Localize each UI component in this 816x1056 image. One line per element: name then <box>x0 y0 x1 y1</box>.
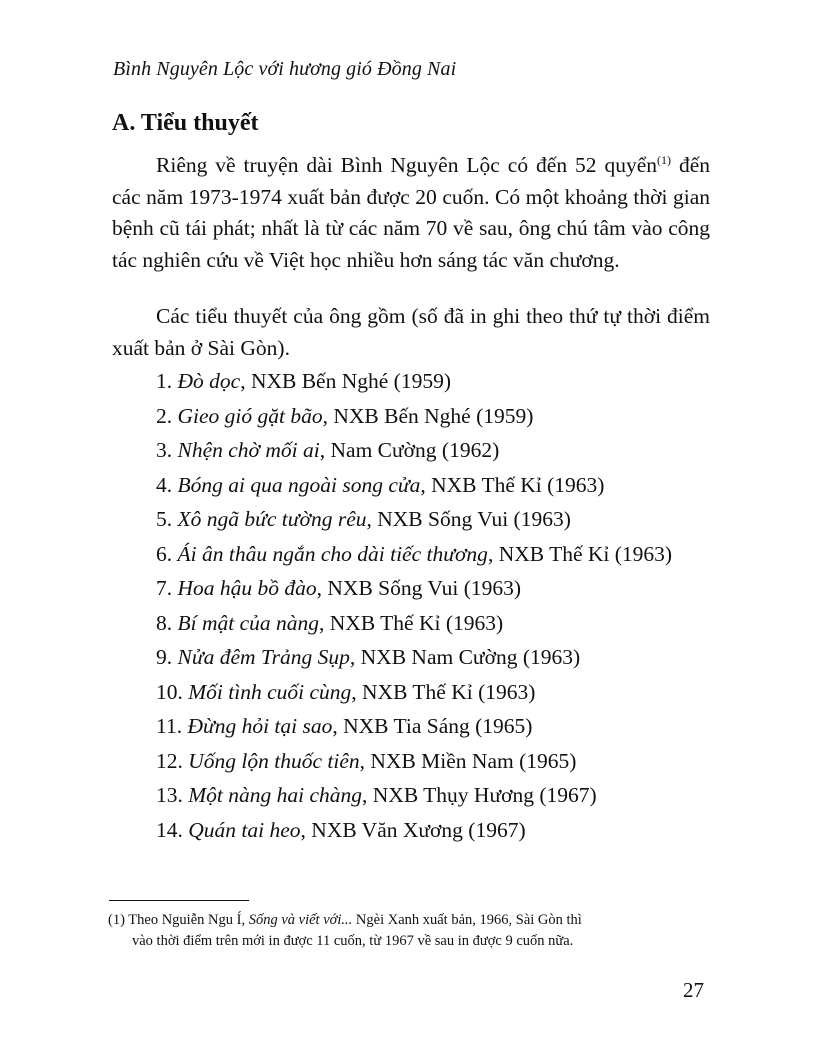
book-details: , NXB Bến Nghé (1959) <box>322 403 534 428</box>
footnote-text-a: Theo Nguiễn Ngu Í, <box>124 912 249 928</box>
book-details: , NXB Tia Sáng (1965) <box>332 714 533 738</box>
book-title: Nhện chờ mối ai <box>177 438 320 462</box>
book-title: Đò dọc <box>177 369 241 393</box>
item-number: 6. <box>156 541 173 566</box>
footnote-cited-title: Sống và viết với... <box>248 912 353 928</box>
book-title: Một nàng hai chàng <box>188 783 363 807</box>
book-title: Ái ân thâu ngắn cho dài tiếc thương <box>177 541 488 566</box>
book-details: , NXB Sống Vui (1963) <box>366 507 571 531</box>
book-title: Bí mật của nàng <box>177 610 320 635</box>
book-title: Gieo gió gặt bão <box>177 403 323 428</box>
list-item <box>112 813 710 848</box>
novel-list <box>112 364 710 847</box>
book-details: , NXB Bến Nghé (1959) <box>240 369 451 393</box>
footnote-text-b: Ngèi Xanh xuất bản, 1966, Sài Gòn thì <box>352 912 582 928</box>
list-item <box>112 640 710 675</box>
item-number: 8. <box>156 610 173 635</box>
footnote <box>108 910 718 952</box>
item-number: 7. <box>156 576 173 600</box>
book-details: , NXB Nam Cường (1963) <box>349 645 581 669</box>
list-item <box>112 744 710 779</box>
book-title: Nửa đêm Trảng Sụp <box>177 645 350 669</box>
page-number: 27 <box>683 978 704 1002</box>
footnote-text-line2: vào thời điểm trên mới in được 11 cuốn, từ 1967 về sau in được 9 cuốn nữa. <box>132 933 574 949</box>
book-details: , NXB Thế Kỉ (1963) <box>487 541 673 566</box>
item-number: 12. <box>156 748 183 773</box>
book-details: , Nam Cường (1962) <box>319 438 500 462</box>
book-details: , NXB Sống Vui (1963) <box>316 576 522 600</box>
book-details: , NXB Thụy Hương (1967) <box>362 783 597 807</box>
list-item <box>112 571 710 606</box>
book-title: Mối tình cuối cùng <box>188 679 352 704</box>
list-item <box>112 606 710 641</box>
list-item <box>112 778 710 813</box>
book-title: Đừng hỏi tại sao <box>187 714 333 738</box>
book-details: , NXB Miền Nam (1965) <box>359 748 577 773</box>
item-number: 2. <box>156 403 173 428</box>
book-details: , NXB Thế Kỉ (1963) <box>351 679 536 704</box>
item-number: 3. <box>156 438 173 462</box>
item-number: 9. <box>156 645 173 669</box>
paragraph-intro-text-b: đến các năm 1973-1974 xuất bản được 20 cuốn. Có một khoảng thời gian bệnh cũ tái phát; nhất là từ các năm 70 về sau, ông chú tâm vào công tác nghiên cứu về Việt học nhiều hơn sáng tác văn chương. <box>112 153 711 272</box>
list-item <box>112 537 710 572</box>
book-title: Hoa hậu bồ đào <box>177 576 317 600</box>
footnote-marker: (1) <box>108 912 125 928</box>
footnote-reference: (1) <box>657 152 672 167</box>
list-item <box>112 709 710 744</box>
item-number: 1. <box>156 369 173 393</box>
paragraph-intro-text-a: Riêng về truyện dài Bình Nguyên Lộc có đến 52 quyển <box>156 153 658 177</box>
item-number: 5. <box>156 507 173 531</box>
section-heading: A. Tiểu thuyết <box>112 110 259 136</box>
list-item <box>112 399 710 434</box>
item-number: 14. <box>156 817 183 842</box>
paragraph-list-intro: Các tiểu thuyết của ông gồm (số đã in ghi theo thứ tự thời điểm xuất bản ở Sài Gòn). <box>112 304 710 360</box>
list-item <box>112 468 710 503</box>
list-item <box>112 502 710 537</box>
book-title: Quán tai heo <box>188 817 301 842</box>
book-title: Bóng ai qua ngoài song cửa <box>177 472 421 497</box>
item-number: 4. <box>156 472 173 497</box>
book-title: Xô ngã bức tường rêu <box>177 507 367 531</box>
book-details: , NXB Thế Kỉ (1963) <box>420 472 605 497</box>
paragraph-intro <box>112 150 710 276</box>
item-number: 13. <box>156 783 183 807</box>
item-number: 10. <box>156 679 183 704</box>
list-item <box>112 675 710 710</box>
footnote-divider <box>109 900 249 901</box>
book-details: , NXB Văn Xương (1967) <box>300 817 526 842</box>
book-details: , NXB Thế Kỉ (1963) <box>319 610 504 635</box>
list-item <box>112 433 710 468</box>
book-title: Uống lộn thuốc tiên <box>188 748 360 773</box>
item-number: 11. <box>156 714 183 738</box>
list-item <box>112 364 710 399</box>
running-header: Bình Nguyên Lộc với hương gió Đồng Nai <box>113 58 457 80</box>
